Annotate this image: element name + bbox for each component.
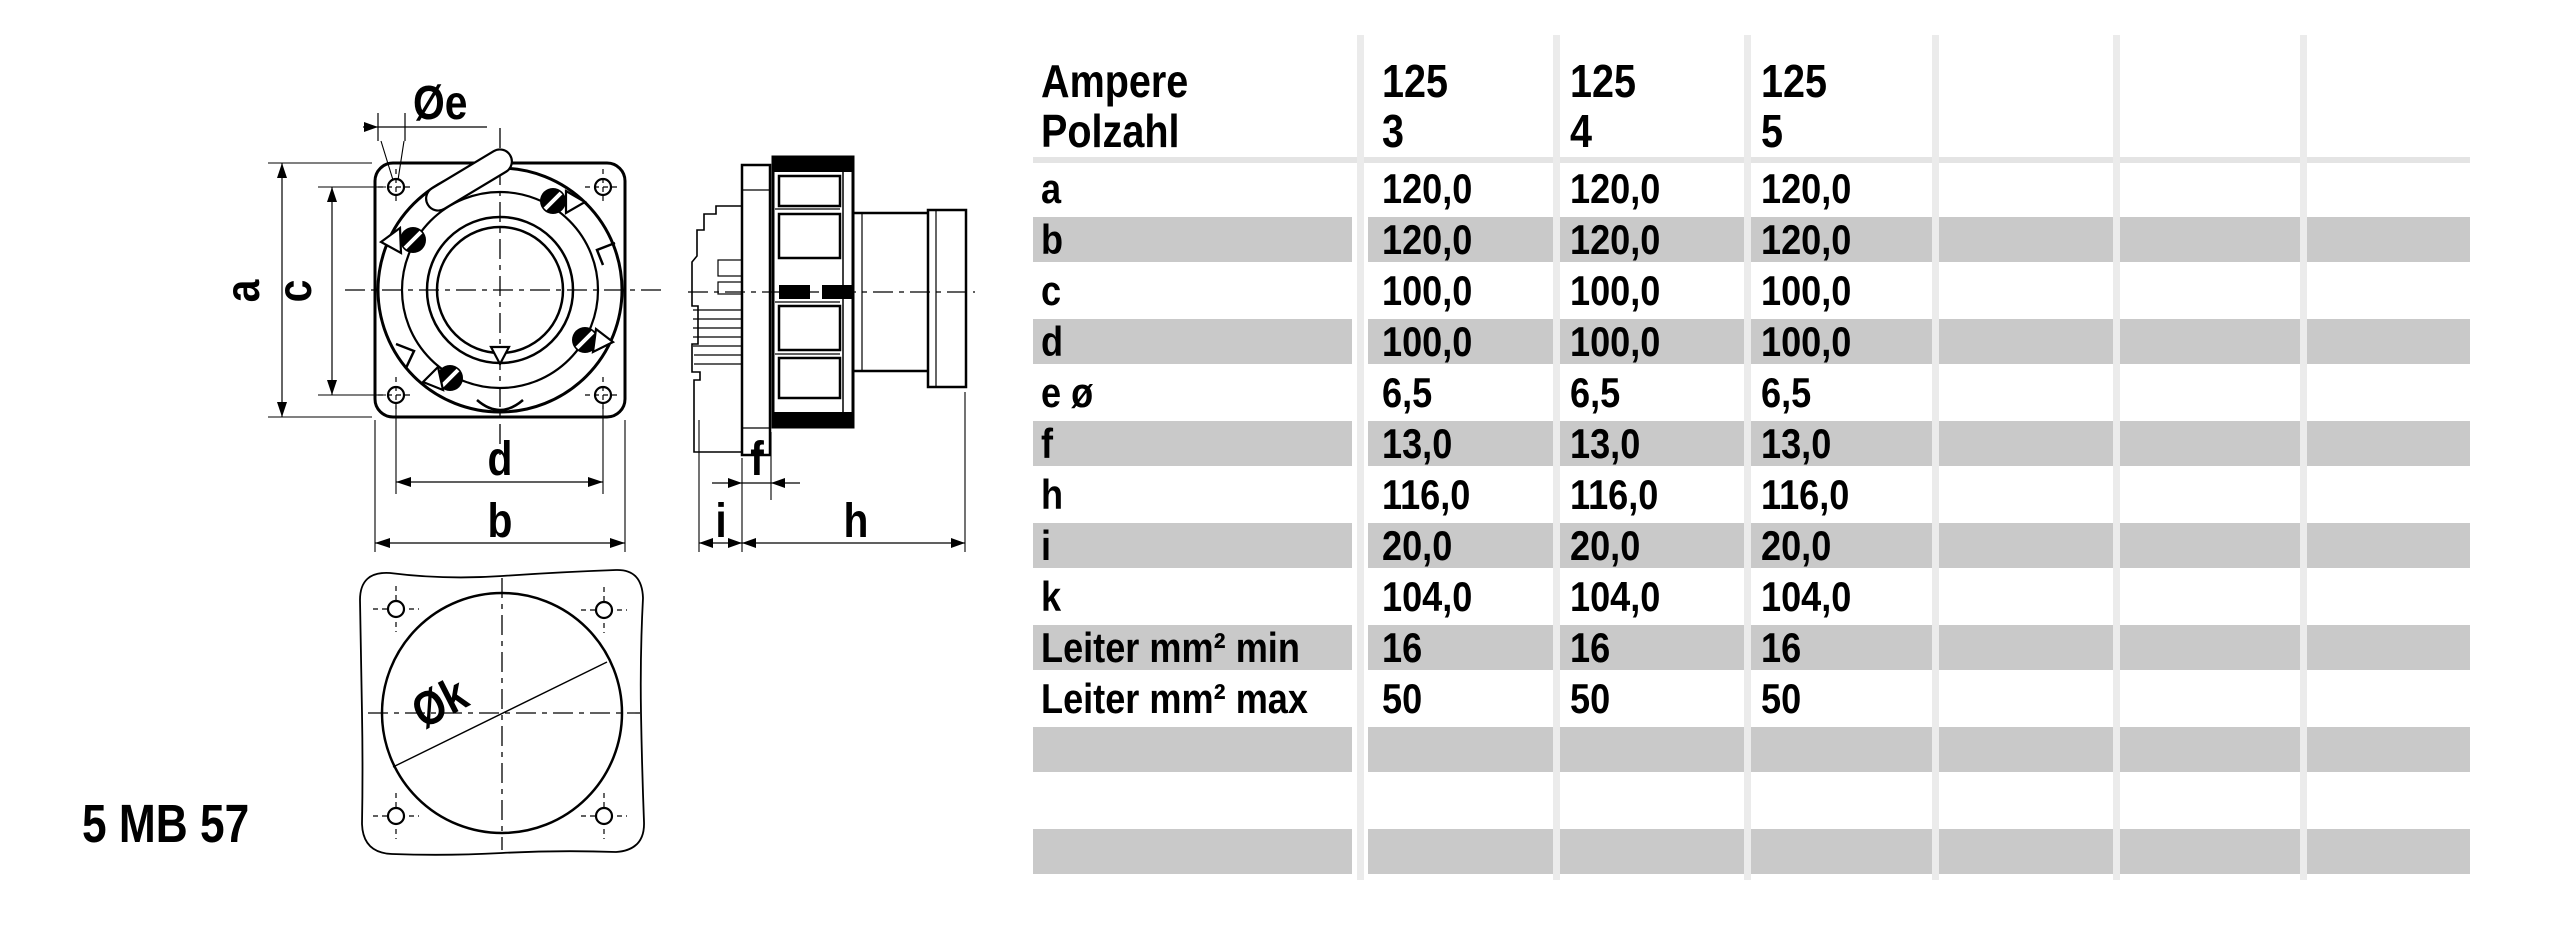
- column-separator-line: [1932, 35, 1939, 880]
- front-view: [217, 77, 662, 552]
- dim-label-a: a: [216, 279, 270, 303]
- header-rule: [1033, 157, 2470, 163]
- terminal-housing: [692, 206, 742, 452]
- table-row-a: a 120,0 120,0 120,0: [1041, 165, 1852, 212]
- column-separator-line: [1553, 35, 1560, 880]
- dim-label-d: d: [487, 432, 513, 486]
- dimension-c: [269, 187, 386, 395]
- table-row-empty-2: [1033, 778, 2470, 829]
- column-separator-line: [2113, 35, 2120, 880]
- keyway-notch: [491, 347, 509, 364]
- side-view: [688, 157, 975, 552]
- table-row-leiter-min: Leiter mm² min 16 16 16: [1033, 625, 2470, 676]
- table-row-e: e ø 6,5 6,5 6,5: [1041, 369, 1812, 416]
- flange-plate: [742, 165, 770, 455]
- header-col-2: 125 4: [1570, 55, 1637, 157]
- table-row-b: b 120,0 120,0 120,0: [1033, 217, 2470, 268]
- table-row-f: f 13,0 13,0 13,0: [1033, 421, 2470, 472]
- dim-label-f: f: [750, 432, 764, 486]
- column-separator-line: [1357, 35, 1364, 880]
- column-separator-line: [1744, 35, 1751, 880]
- dim-label-b: b: [487, 494, 513, 548]
- table-row-c: c 100,0 100,0 100,0: [1041, 267, 1852, 314]
- table-row-d: d 100,0 100,0 100,0: [1033, 319, 2470, 370]
- header-col-4: [1935, 56, 2116, 156]
- table-row-i: i 20,0 20,0 20,0: [1033, 523, 2470, 574]
- header-polzahl: Polzahl: [1041, 105, 1180, 157]
- dimension-d: [396, 406, 603, 494]
- header-col-3: 125 5: [1761, 55, 1828, 157]
- dim-label-oe: Øe: [413, 76, 468, 130]
- table-header: [1033, 56, 2470, 156]
- header-col-1: 125 3: [1382, 55, 1449, 157]
- dim-label-i: i: [715, 494, 727, 548]
- gasket-view: [360, 570, 644, 855]
- header-col-6: [2303, 56, 2470, 156]
- table-row-h: h 116,0 116,0 116,0: [1041, 471, 1850, 518]
- part-number: 5 MB 57: [82, 793, 250, 855]
- header-ampere: Ampere: [1041, 55, 1189, 107]
- column-separator-line: [2300, 35, 2307, 880]
- bayonet-slot: [422, 145, 517, 215]
- header-label-cell: [1033, 56, 1352, 156]
- end-sleeve: [928, 210, 966, 387]
- table-row-empty-1: [1033, 727, 2470, 778]
- technical-drawing: [0, 0, 1040, 926]
- table-body: [1033, 166, 2470, 880]
- header-col-5: [2116, 56, 2303, 156]
- dim-label-c: c: [268, 279, 322, 303]
- table-row-leiter-max: Leiter mm² max 50 50 50: [1041, 675, 1802, 722]
- dimension-oe: [363, 77, 487, 180]
- dim-label-h: h: [843, 494, 869, 548]
- dim-label-ok: Øk: [403, 667, 477, 739]
- table-row-empty-3: [1033, 829, 2470, 880]
- table-row-k: k 104,0 104,0 104,0: [1041, 573, 1852, 620]
